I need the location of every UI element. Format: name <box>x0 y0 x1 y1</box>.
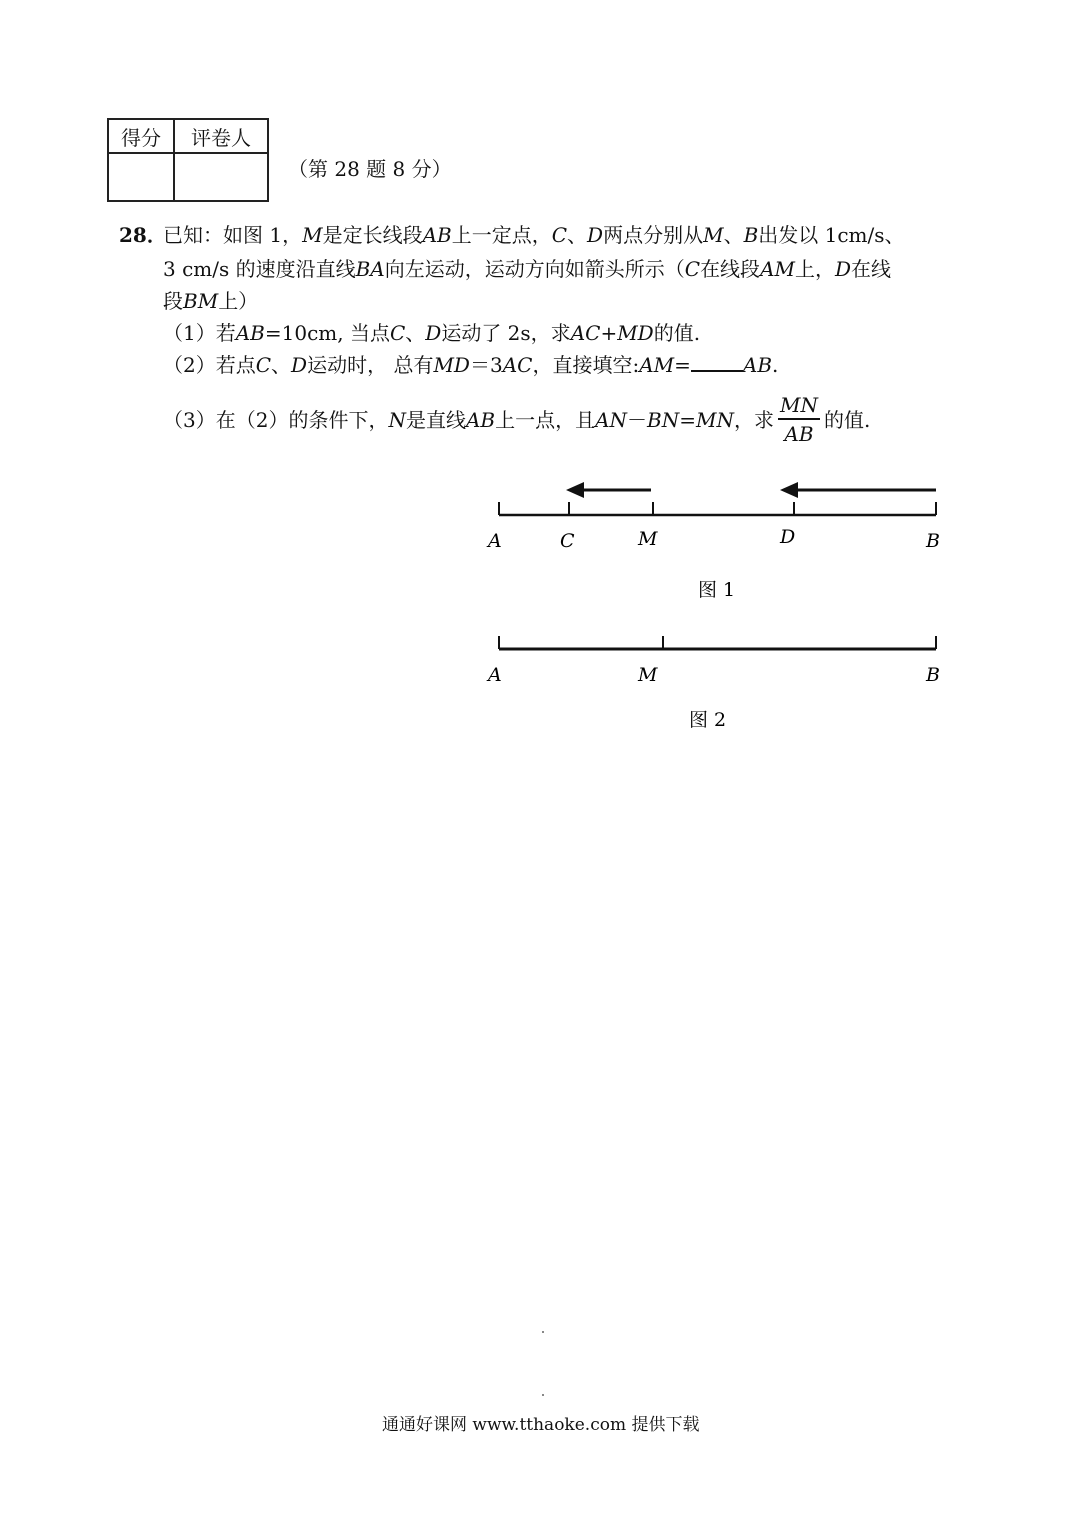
label-b-fig1: B <box>926 530 940 552</box>
label-a-fig1: A <box>488 530 502 552</box>
label-b-fig2: B <box>926 664 940 686</box>
caption-fig1: 图 1 <box>698 579 736 601</box>
fraction-mn-over-ab: $\frac{MN}{AB}$ <box>780 393 818 446</box>
question-line-3: 段BM上） <box>163 289 259 313</box>
label-d-fig1: D <box>780 526 796 548</box>
figure-2 <box>486 636 940 731</box>
arrowhead-c <box>566 482 584 498</box>
label-m-fig1: M <box>638 528 658 550</box>
question-line-2: 3 cm/s 的速度沿直线BA向左运动，运动方向如箭头所示（C在线段AM上，D在线 <box>163 257 892 281</box>
grader-header: 评卷人 <box>174 119 268 153</box>
scan-speck <box>542 1331 544 1333</box>
label-a-fig2: A <box>488 664 502 686</box>
scan-speck <box>542 1394 544 1396</box>
sub-question-3: （3）在（2）的条件下，N是直线AB上一点，且AN－BN=MN，求 $\frac{MN}{AB}$ 的值. <box>163 393 871 446</box>
label-m-fig2: M <box>638 664 658 686</box>
score-header: 得分 <box>108 119 174 153</box>
question-line-1: 已知：如图 1，M是定长线段AB上一定点，C、D两点分别从M、B出发以 1cm/s、 <box>163 223 905 247</box>
sub-question-1: （1）若AB=10cm, 当点C、D运动了 2s，求AC+MD的值. <box>163 321 701 345</box>
arrowhead-d <box>780 482 798 498</box>
caption-fig2: 图 2 <box>689 709 727 731</box>
label-c-fig1: C <box>560 530 575 552</box>
points-note: （第 28 题 8 分） <box>288 157 452 181</box>
question-number: 28． <box>119 223 167 247</box>
sub-question-2: （2）若点C、D运动时， 总有MD＝3AC，直接填空:AM= AB. <box>163 353 779 377</box>
figure-1 <box>486 482 940 601</box>
footer: 通通好课网 www.tthaoke.com 提供下载 <box>382 1415 700 1435</box>
